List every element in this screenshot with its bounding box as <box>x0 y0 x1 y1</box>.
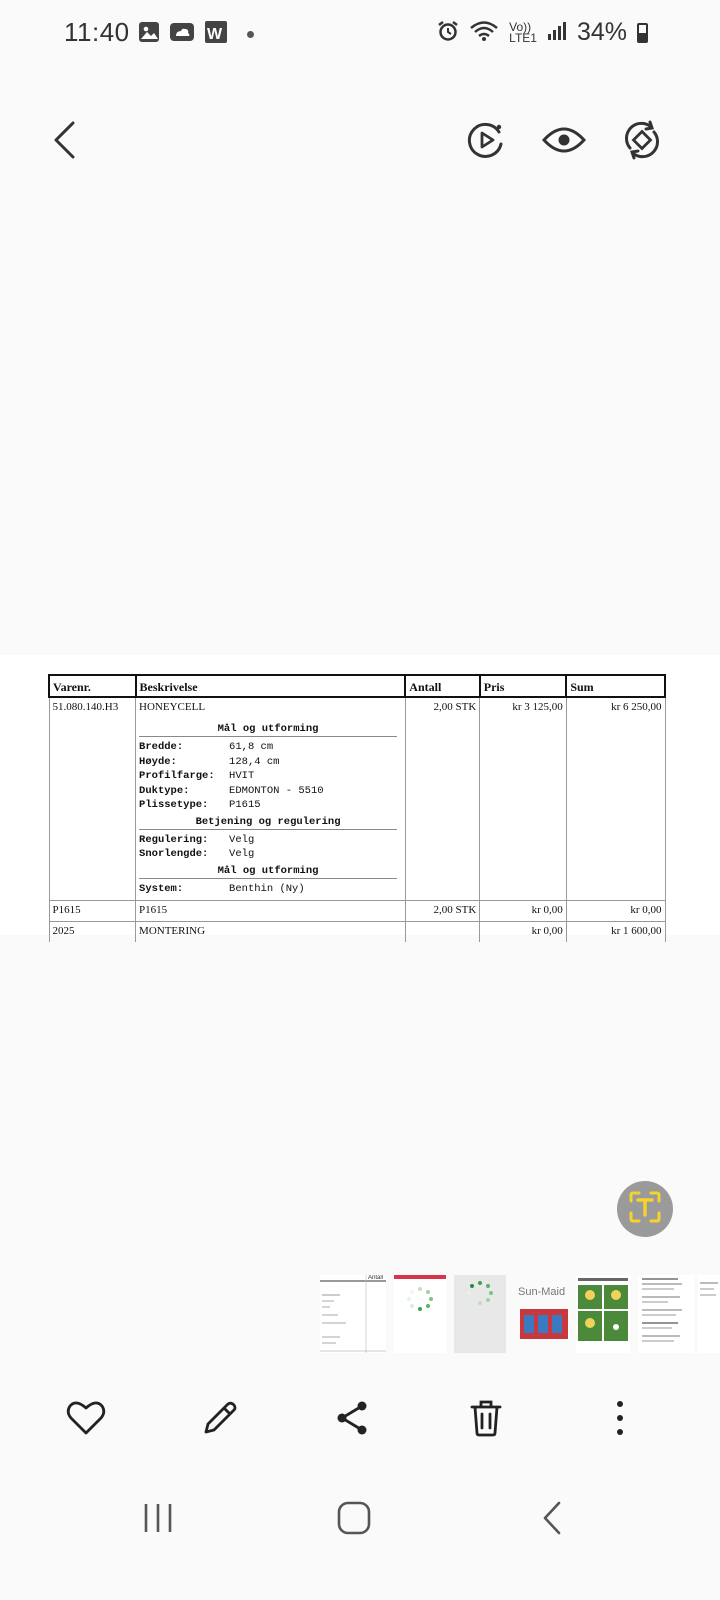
volte-label: Vo)) <box>509 19 532 34</box>
spec-row <box>139 834 397 849</box>
header-pris: Pris <box>480 675 567 697</box>
nav-back-button[interactable] <box>522 1490 582 1550</box>
table-row <box>49 697 665 901</box>
recents-icon <box>142 1502 174 1539</box>
cell-sum: kr 1 600,00 <box>566 922 665 943</box>
svg-text:W: W <box>207 26 223 43</box>
recents-button[interactable] <box>128 1490 188 1550</box>
spec-key: Duktype: <box>139 784 190 797</box>
share-icon <box>335 1400 369 1441</box>
item-name: HONEYCELL <box>139 701 206 713</box>
navigation-bar <box>0 1490 720 1560</box>
heart-icon <box>66 1400 106 1441</box>
eye-icon <box>542 125 586 160</box>
cell-pris: kr 0,00 <box>480 901 567 922</box>
thumbnail-image <box>638 1275 694 1353</box>
thumbnail-image <box>514 1275 568 1353</box>
home-button[interactable] <box>324 1490 384 1550</box>
cell-antall: 2,00 STK <box>405 697 479 901</box>
w-app-icon <box>204 20 228 49</box>
share-button[interactable] <box>322 1390 382 1450</box>
rotate-button[interactable] <box>614 114 670 170</box>
text-scan-button[interactable] <box>617 1181 673 1237</box>
spec-row <box>139 756 397 771</box>
table-header-row <box>49 675 665 697</box>
spec-key: Snorlengde: <box>139 848 209 860</box>
spec-section-title: Mål og utforming <box>139 723 397 737</box>
thumbnail-preview <box>320 1275 386 1353</box>
thumbnail-current[interactable] <box>320 1275 386 1353</box>
spec-key: Plissetype: <box>139 799 209 811</box>
thumb-header-text: Antall <box>368 1275 384 1281</box>
header-beskrivelse: Beskrivelse <box>136 675 406 697</box>
thumbnail-comic[interactable] <box>576 1275 630 1353</box>
spec-row <box>139 848 397 863</box>
spec-row <box>139 741 397 756</box>
system-icons <box>437 18 648 47</box>
spec-row <box>139 883 397 898</box>
spec-value: 128,4 cm <box>229 755 280 768</box>
alarm-icon <box>437 20 459 45</box>
more-vertical-icon <box>615 1400 625 1441</box>
cell-varenr: 2025 <box>49 922 136 943</box>
trash-icon <box>469 1399 503 1442</box>
cell-antall <box>405 922 479 943</box>
battery-icon <box>637 23 648 43</box>
rotate-icon <box>622 120 662 165</box>
spec-row <box>139 770 397 785</box>
thumbnail-text-doc[interactable] <box>638 1275 694 1353</box>
signal-icon <box>547 21 567 44</box>
edit-button[interactable] <box>190 1390 250 1450</box>
header-varenr: Varenr. <box>49 675 136 697</box>
thumbnail-partial[interactable] <box>698 1275 720 1353</box>
text-scan-icon <box>628 1190 662 1229</box>
more-options-button[interactable] <box>590 1390 650 1450</box>
invoice-table <box>48 674 666 942</box>
table-row <box>49 901 665 922</box>
spec-row <box>139 799 397 814</box>
notification-icons <box>138 20 254 49</box>
filmstrip <box>0 1275 720 1355</box>
spec-section-title: Mål og utforming <box>139 865 397 879</box>
motion-photo-icon <box>466 120 506 165</box>
battery-percent: 34% <box>576 18 627 46</box>
home-icon <box>337 1501 371 1540</box>
more-notifications-dot <box>247 31 254 38</box>
gallery-icon <box>138 21 160 48</box>
spec-value: EDMONTON - 5510 <box>229 784 324 797</box>
spec-block <box>139 723 397 897</box>
thumbnail-image <box>576 1275 630 1353</box>
spec-value: Velg <box>229 848 255 860</box>
spec-value: P1615 <box>229 799 261 811</box>
thumbnail-image <box>698 1275 720 1353</box>
spec-value: Velg <box>229 833 255 846</box>
cell-pris: kr 0,00 <box>480 922 567 943</box>
back-icon <box>541 1501 563 1540</box>
spec-key: Høyde: <box>139 755 177 768</box>
favorite-button[interactable] <box>56 1390 116 1450</box>
pencil-icon <box>201 1399 239 1442</box>
cell-antall: 2,00 STK <box>405 901 479 922</box>
top-toolbar <box>0 110 720 180</box>
spec-key: Bredde: <box>139 741 184 753</box>
thumbnail-sunmaid[interactable] <box>514 1275 568 1353</box>
spec-key: Profilfarge: <box>139 770 215 782</box>
spec-value: 61,8 cm <box>229 741 274 753</box>
delete-button[interactable] <box>456 1390 516 1450</box>
cell-beskrivelse <box>136 697 406 901</box>
cell-varenr: 51.080.140.H3 <box>49 697 136 901</box>
cell-sum: kr 0,00 <box>566 901 665 922</box>
cell-beskrivelse: P1615 <box>136 901 406 922</box>
cell-beskrivelse: MONTERING <box>136 922 406 943</box>
wifi-icon <box>469 20 499 45</box>
cell-sum: kr 6 250,00 <box>566 697 665 901</box>
spec-section-title: Betjening og regulering <box>139 816 397 830</box>
header-sum: Sum <box>566 675 665 697</box>
loading-spinner-icon <box>394 1279 446 1353</box>
spec-row <box>139 785 397 800</box>
thumb-label: Sun-Maid <box>518 1286 566 1298</box>
header-antall: Antall <box>405 675 479 697</box>
back-button[interactable] <box>36 114 92 170</box>
table-row <box>49 922 665 943</box>
volte-lte-icon <box>509 19 537 45</box>
lte-label: LTE1 <box>509 30 537 45</box>
cell-pris: kr 3 125,00 <box>480 697 567 901</box>
chevron-left-icon <box>51 120 77 165</box>
view-button[interactable] <box>536 114 592 170</box>
spec-key: System: <box>139 882 184 895</box>
cloud-icon <box>169 21 195 48</box>
status-bar <box>0 0 720 64</box>
spec-value: HVIT <box>229 770 255 782</box>
cell-varenr: P1615 <box>49 901 136 922</box>
bottom-toolbar <box>0 1390 720 1450</box>
motion-photo-button[interactable] <box>458 114 514 170</box>
loading-spinner-icon <box>454 1275 506 1353</box>
thumbnail-loading[interactable] <box>454 1275 506 1353</box>
spec-key: Regulering: <box>139 833 209 846</box>
spec-value: Benthin (Ny) <box>229 882 305 895</box>
status-time: 11:40 <box>64 17 130 47</box>
thumbnail-loading[interactable] <box>394 1275 446 1353</box>
